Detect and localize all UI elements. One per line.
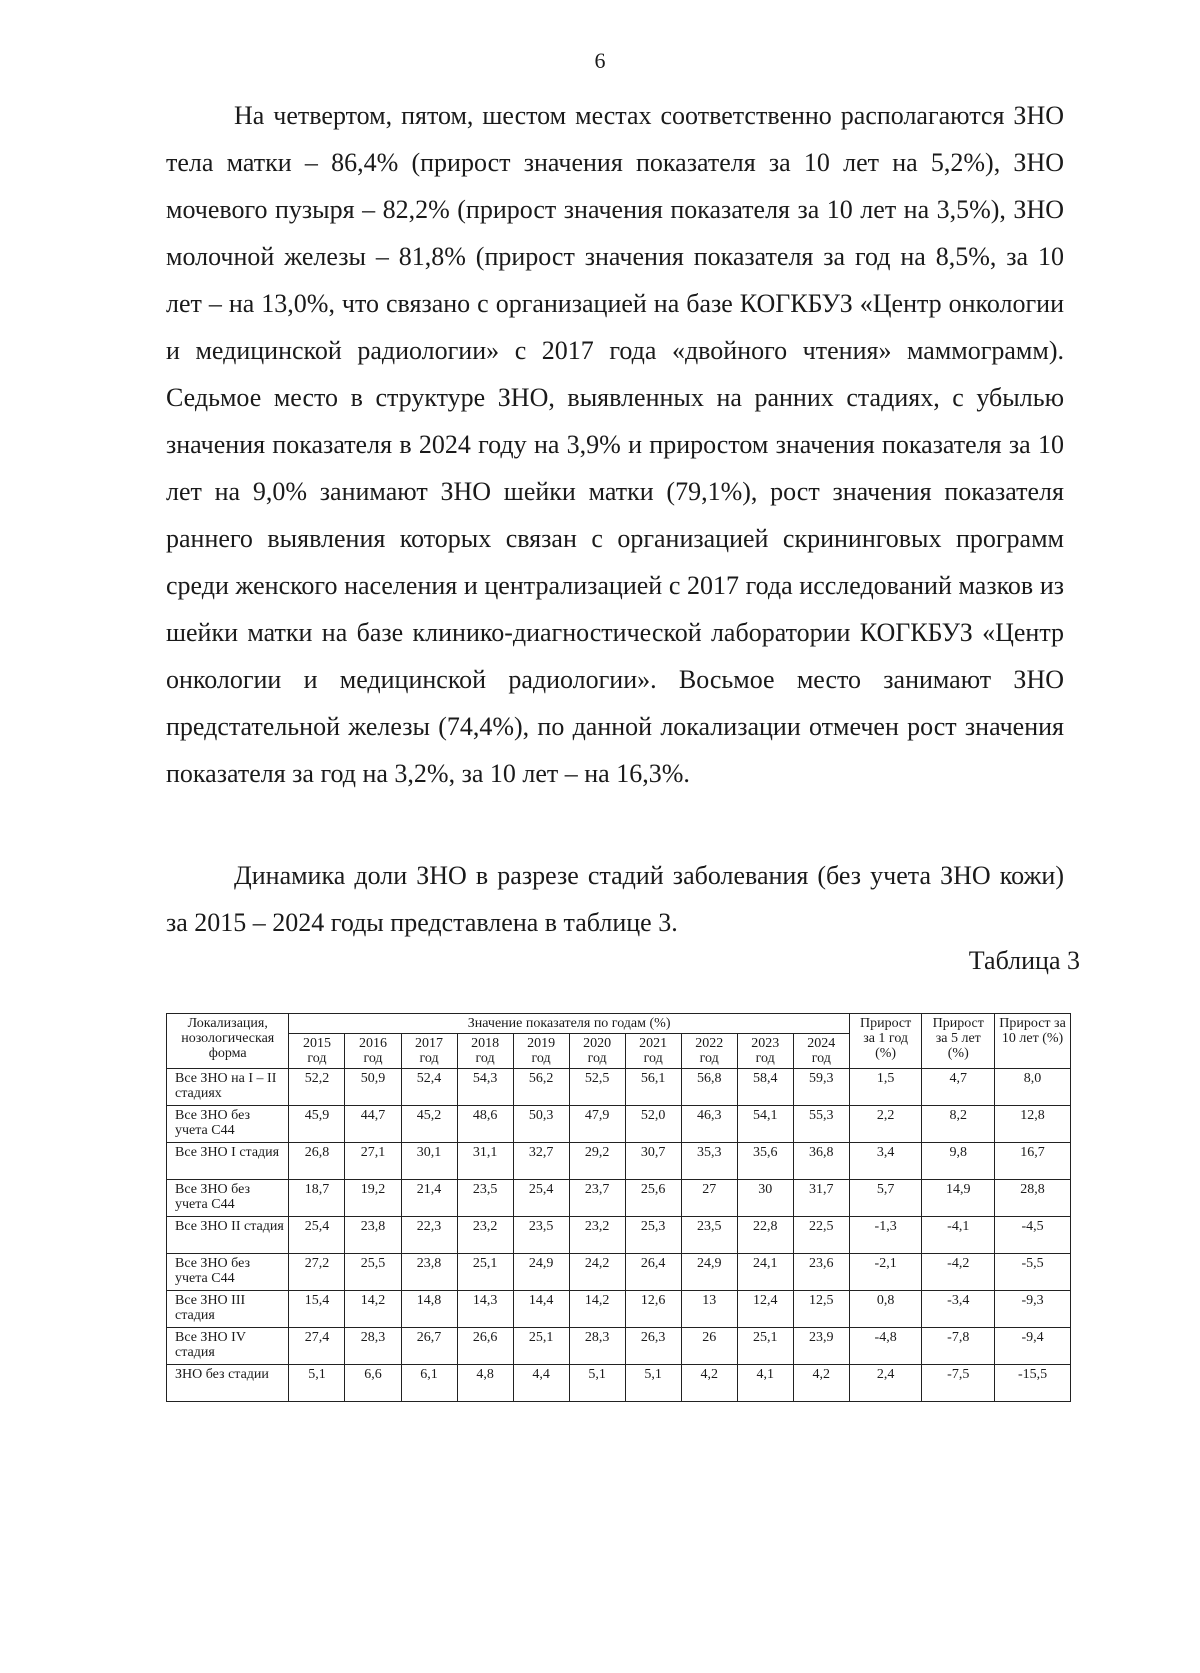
header-year: 2015 год bbox=[289, 1034, 345, 1069]
table-row bbox=[167, 1291, 1071, 1328]
page-number: 6 bbox=[594, 48, 606, 73]
value-cell: 30,1 bbox=[401, 1143, 457, 1180]
value-cell: 27 bbox=[681, 1180, 737, 1217]
value-cell: 23,5 bbox=[457, 1180, 513, 1217]
header-year: 2021 год bbox=[625, 1034, 681, 1069]
value-cell: 14,2 bbox=[345, 1291, 401, 1328]
row-label: Все ЗНО III стадия bbox=[167, 1291, 289, 1328]
header-year: 2019 год bbox=[513, 1034, 569, 1069]
value-cell: 21,4 bbox=[401, 1180, 457, 1217]
value-cell: 25,4 bbox=[513, 1180, 569, 1217]
value-cell: 24,1 bbox=[737, 1254, 793, 1291]
value-cell: 26,3 bbox=[625, 1328, 681, 1365]
header-year: 2017 год bbox=[401, 1034, 457, 1069]
value-cell: 23,9 bbox=[793, 1328, 849, 1365]
table-body bbox=[167, 1069, 1071, 1402]
growth-cell-g10: 12,8 bbox=[995, 1106, 1071, 1143]
value-cell: 26 bbox=[681, 1328, 737, 1365]
header-growth-5: Прирост за 5 лет (%) bbox=[922, 1014, 995, 1069]
value-cell: 54,1 bbox=[737, 1106, 793, 1143]
growth-cell-g1: 5,7 bbox=[849, 1180, 922, 1217]
value-cell: 35,6 bbox=[737, 1143, 793, 1180]
row-label: Все ЗНО без учета С44 bbox=[167, 1254, 289, 1291]
value-cell: 23,8 bbox=[345, 1217, 401, 1254]
value-cell: 35,3 bbox=[681, 1143, 737, 1180]
value-cell: 14,4 bbox=[513, 1291, 569, 1328]
value-cell: 6,6 bbox=[345, 1365, 401, 1402]
table-row bbox=[167, 1106, 1071, 1143]
value-cell: 14,3 bbox=[457, 1291, 513, 1328]
value-cell: 23,5 bbox=[513, 1217, 569, 1254]
value-cell: 58,4 bbox=[737, 1069, 793, 1106]
value-cell: 27,2 bbox=[289, 1254, 345, 1291]
value-cell: 26,7 bbox=[401, 1328, 457, 1365]
table-row bbox=[167, 1328, 1071, 1365]
header-values: Значение показателя по годам (%) bbox=[289, 1014, 849, 1034]
value-cell: 48,6 bbox=[457, 1106, 513, 1143]
value-cell: 24,9 bbox=[513, 1254, 569, 1291]
table-header bbox=[167, 1014, 1071, 1069]
growth-cell-g10: 16,7 bbox=[995, 1143, 1071, 1180]
growth-cell-g10: -5,5 bbox=[995, 1254, 1071, 1291]
value-cell: 14,2 bbox=[569, 1291, 625, 1328]
value-cell: 15,4 bbox=[289, 1291, 345, 1328]
value-cell: 27,4 bbox=[289, 1328, 345, 1365]
value-cell: 12,4 bbox=[737, 1291, 793, 1328]
growth-cell-g1: 0,8 bbox=[849, 1291, 922, 1328]
row-label: Все ЗНО на I – II стадиях bbox=[167, 1069, 289, 1106]
growth-cell-g5: -4,2 bbox=[922, 1254, 995, 1291]
row-label: Все ЗНО без учета С44 bbox=[167, 1180, 289, 1217]
value-cell: 24,2 bbox=[569, 1254, 625, 1291]
table-row bbox=[167, 1180, 1071, 1217]
value-cell: 44,7 bbox=[345, 1106, 401, 1143]
paragraph-2-text: Динамика доли ЗНО в разрезе стадий заболевания (без учета ЗНО кожи) за 2015 – 2024 годы представлена в таблице 3. bbox=[166, 861, 1064, 937]
value-cell: 56,1 bbox=[625, 1069, 681, 1106]
value-cell: 28,3 bbox=[569, 1328, 625, 1365]
header-year: 2020 год bbox=[569, 1034, 625, 1069]
value-cell: 22,3 bbox=[401, 1217, 457, 1254]
value-cell: 5,1 bbox=[625, 1365, 681, 1402]
data-table bbox=[166, 1013, 1071, 1402]
paragraph-1-text: На четвертом, пятом, шестом местах соответственно располагаются ЗНО тела матки – 86,4% (прирост значения показателя за 10 лет на 5,2%), ЗНО мочевого пузыря – 82,2% (прирост значения показателя за 10 лет на 3,5%), ЗНО молочной железы – 81,8% (прирост значения показателя за год на 8,5%, за 10 лет – на 13,0%, что связано с организацией на базе КОГКБУЗ «Центр онкологии и медицинской радиологии» с 2017 года «двойного чтения» маммограмм). Седьмое место в структуре ЗНО, выявленных на ранних стадиях, с убылью значения показателя в 2024 году на 3,9% и приростом значения показателя за 10 лет на 9,0% занимают ЗНО шейки матки (79,1%), рост значения показателя раннего выявления которых связан с организацией скрининговых программ среди женского населения и централизацией с 2017 года исследований мазков из шейки матки на базе клинико-диагностической лаборатории КОГКБУЗ «Центр онкологии и медицинской радиологии». Восьмое место занимают ЗНО предстательной железы (74,4%), по данной локализации отмечен рост значения показателя за год на 3,2%, за 10 лет – на 16,3%. bbox=[166, 101, 1064, 788]
value-cell: 12,5 bbox=[793, 1291, 849, 1328]
value-cell: 4,4 bbox=[513, 1365, 569, 1402]
growth-cell-g5: 9,8 bbox=[922, 1143, 995, 1180]
table-row bbox=[167, 1254, 1071, 1291]
growth-cell-g5: 14,9 bbox=[922, 1180, 995, 1217]
value-cell: 25,6 bbox=[625, 1180, 681, 1217]
growth-cell-g10: -4,5 bbox=[995, 1217, 1071, 1254]
value-cell: 59,3 bbox=[793, 1069, 849, 1106]
growth-cell-g1: -2,1 bbox=[849, 1254, 922, 1291]
row-label: ЗНО без стадии bbox=[167, 1365, 289, 1402]
row-label: Все ЗНО без учета С44 bbox=[167, 1106, 289, 1143]
value-cell: 22,5 bbox=[793, 1217, 849, 1254]
value-cell: 45,2 bbox=[401, 1106, 457, 1143]
value-cell: 52,0 bbox=[625, 1106, 681, 1143]
header-growth-10: Прирост за 10 лет (%) bbox=[995, 1014, 1071, 1069]
row-label: Все ЗНО II стадия bbox=[167, 1217, 289, 1254]
value-cell: 28,3 bbox=[345, 1328, 401, 1365]
value-cell: 25,1 bbox=[737, 1328, 793, 1365]
table-caption: Таблица 3 bbox=[968, 946, 1080, 975]
value-cell: 30,7 bbox=[625, 1143, 681, 1180]
value-cell: 23,8 bbox=[401, 1254, 457, 1291]
header-location: Локализация, нозологическая форма bbox=[167, 1014, 289, 1069]
value-cell: 26,6 bbox=[457, 1328, 513, 1365]
row-label: Все ЗНО I стадия bbox=[167, 1143, 289, 1180]
value-cell: 24,9 bbox=[681, 1254, 737, 1291]
growth-cell-g5: -4,1 bbox=[922, 1217, 995, 1254]
value-cell: 25,1 bbox=[513, 1328, 569, 1365]
value-cell: 31,7 bbox=[793, 1180, 849, 1217]
value-cell: 50,9 bbox=[345, 1069, 401, 1106]
value-cell: 52,2 bbox=[289, 1069, 345, 1106]
value-cell: 54,3 bbox=[457, 1069, 513, 1106]
growth-cell-g10: 28,8 bbox=[995, 1180, 1071, 1217]
header-year: 2024 год bbox=[793, 1034, 849, 1069]
value-cell: 50,3 bbox=[513, 1106, 569, 1143]
paragraph-2 bbox=[166, 852, 1064, 946]
growth-cell-g1: 2,4 bbox=[849, 1365, 922, 1402]
value-cell: 36,8 bbox=[793, 1143, 849, 1180]
value-cell: 23,5 bbox=[681, 1217, 737, 1254]
value-cell: 14,8 bbox=[401, 1291, 457, 1328]
table-row bbox=[167, 1217, 1071, 1254]
value-cell: 25,5 bbox=[345, 1254, 401, 1291]
table-row bbox=[167, 1143, 1071, 1180]
value-cell: 45,9 bbox=[289, 1106, 345, 1143]
value-cell: 25,4 bbox=[289, 1217, 345, 1254]
value-cell: 18,7 bbox=[289, 1180, 345, 1217]
growth-cell-g1: 2,2 bbox=[849, 1106, 922, 1143]
value-cell: 32,7 bbox=[513, 1143, 569, 1180]
growth-cell-g1: 3,4 bbox=[849, 1143, 922, 1180]
value-cell: 4,8 bbox=[457, 1365, 513, 1402]
value-cell: 5,1 bbox=[569, 1365, 625, 1402]
value-cell: 52,5 bbox=[569, 1069, 625, 1106]
value-cell: 29,2 bbox=[569, 1143, 625, 1180]
growth-cell-g10: 8,0 bbox=[995, 1069, 1071, 1106]
value-cell: 23,2 bbox=[569, 1217, 625, 1254]
growth-cell-g10: -9,3 bbox=[995, 1291, 1071, 1328]
value-cell: 13 bbox=[681, 1291, 737, 1328]
value-cell: 47,9 bbox=[569, 1106, 625, 1143]
header-year: 2022 год bbox=[681, 1034, 737, 1069]
header-growth-1: Прирост за 1 год (%) bbox=[849, 1014, 922, 1069]
growth-cell-g10: -9,4 bbox=[995, 1328, 1071, 1365]
growth-cell-g5: -7,8 bbox=[922, 1328, 995, 1365]
value-cell: 56,2 bbox=[513, 1069, 569, 1106]
value-cell: 23,6 bbox=[793, 1254, 849, 1291]
value-cell: 25,3 bbox=[625, 1217, 681, 1254]
growth-cell-g1: 1,5 bbox=[849, 1069, 922, 1106]
growth-cell-g1: -1,3 bbox=[849, 1217, 922, 1254]
table-row bbox=[167, 1365, 1071, 1402]
paragraph-1 bbox=[166, 92, 1064, 797]
value-cell: 46,3 bbox=[681, 1106, 737, 1143]
value-cell: 52,4 bbox=[401, 1069, 457, 1106]
value-cell: 55,3 bbox=[793, 1106, 849, 1143]
table-row bbox=[167, 1069, 1071, 1106]
value-cell: 30 bbox=[737, 1180, 793, 1217]
value-cell: 4,2 bbox=[681, 1365, 737, 1402]
value-cell: 6,1 bbox=[401, 1365, 457, 1402]
value-cell: 12,6 bbox=[625, 1291, 681, 1328]
growth-cell-g1: -4,8 bbox=[849, 1328, 922, 1365]
header-year: 2018 год bbox=[457, 1034, 513, 1069]
growth-cell-g10: -15,5 bbox=[995, 1365, 1071, 1402]
growth-cell-g5: 8,2 bbox=[922, 1106, 995, 1143]
value-cell: 22,8 bbox=[737, 1217, 793, 1254]
value-cell: 19,2 bbox=[345, 1180, 401, 1217]
row-label: Все ЗНО IV стадия bbox=[167, 1328, 289, 1365]
value-cell: 23,2 bbox=[457, 1217, 513, 1254]
value-cell: 25,1 bbox=[457, 1254, 513, 1291]
value-cell: 5,1 bbox=[289, 1365, 345, 1402]
growth-cell-g5: 4,7 bbox=[922, 1069, 995, 1106]
value-cell: 4,2 bbox=[793, 1365, 849, 1402]
value-cell: 27,1 bbox=[345, 1143, 401, 1180]
value-cell: 31,1 bbox=[457, 1143, 513, 1180]
value-cell: 23,7 bbox=[569, 1180, 625, 1217]
value-cell: 26,4 bbox=[625, 1254, 681, 1291]
value-cell: 26,8 bbox=[289, 1143, 345, 1180]
growth-cell-g5: -3,4 bbox=[922, 1291, 995, 1328]
value-cell: 4,1 bbox=[737, 1365, 793, 1402]
value-cell: 56,8 bbox=[681, 1069, 737, 1106]
header-year: 2023 год bbox=[737, 1034, 793, 1069]
header-year: 2016 год bbox=[345, 1034, 401, 1069]
growth-cell-g5: -7,5 bbox=[922, 1365, 995, 1402]
